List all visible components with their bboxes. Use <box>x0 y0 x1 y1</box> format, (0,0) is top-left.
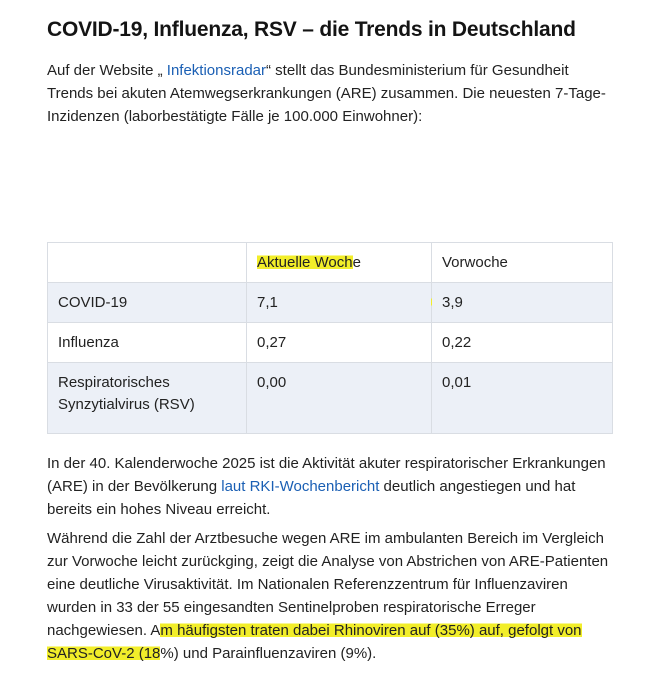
table-row <box>48 323 613 363</box>
intro-paragraph <box>47 59 607 128</box>
influenza-current: 0,27 <box>247 323 432 363</box>
row-label-influenza: Influenza <box>48 323 247 363</box>
covid-previous: 3,9 <box>432 283 613 323</box>
row-label-rsv: Respiratorisches Synzytialvirus (RSV) <box>48 363 247 434</box>
paragraph-virus-analysis: Während die Zahl der Arztbesuche wegen ARE im ambulanten Bereich im Vergleich zur Vorwoche leicht zurückging, zeigt die Analyse von Abstrichen von ARE-Patienten eine deutliche Virusaktivität. Im Nationalen Referenzzentrum für Influenzaviren wurden in 33 der 55 eingesandten Sentinelproben respiratorische Erreger nachgewiesen. Am häufigsten traten dabei Rhinoviren auf (35%) auf, gefolgt von SARS-CoV-2 (18%) und Parainfluenzaviren (9%). <box>47 530 609 662</box>
incidence-table <box>47 242 613 434</box>
rsv-current: 0,00 <box>247 363 432 434</box>
highlighted-text: Aktuelle Woch <box>257 254 353 271</box>
table-row <box>48 363 613 434</box>
rki-wochenbericht-link[interactable]: laut RKI-Wochenbericht <box>221 478 380 495</box>
header-empty <box>48 243 247 283</box>
header-previous-week: Vorwoche <box>432 243 613 283</box>
paragraph-kw40: In der 40. Kalenderwoche 2025 ist die Aktivität akuter respiratorischer Erkrankungen (ARE) in der Bevölkerung laut RKI-Wochenbericht deutlich angestiegen und hat bereits ein hohes Niveau erreicht. <box>47 455 606 518</box>
covid-current: 7,1 <box>247 283 432 323</box>
rsv-previous: 0,01 <box>432 363 613 434</box>
header-current-week: Aktuelle Woche <box>247 243 432 283</box>
infektionsradar-link[interactable]: Infektionsradar <box>166 62 267 79</box>
highlighted-text: m häufigsten traten dabei Rhinoviren auf (35%) auf, gefolgt von SARS-CoV-2 (18 <box>47 622 582 662</box>
intro-text-before: Auf der Website „ <box>47 62 167 79</box>
row-label-covid: COVID-19 <box>48 283 247 323</box>
table-header-row <box>48 243 613 283</box>
influenza-previous: 0,22 <box>432 323 613 363</box>
article-title: COVID-19, Influenza, RSV – die Trends in Deutschland <box>47 18 576 41</box>
table-row <box>48 283 613 323</box>
intro-text-after: “ stellt das Bundesministerium für Gesundheit Trends bei akuten Atemwegserkrankungen (ARE) zusammen. Die neuesten 7-Tage-Inzidenzen (laborbestätigte Fälle je 100.000 Einwohner): <box>47 62 606 125</box>
